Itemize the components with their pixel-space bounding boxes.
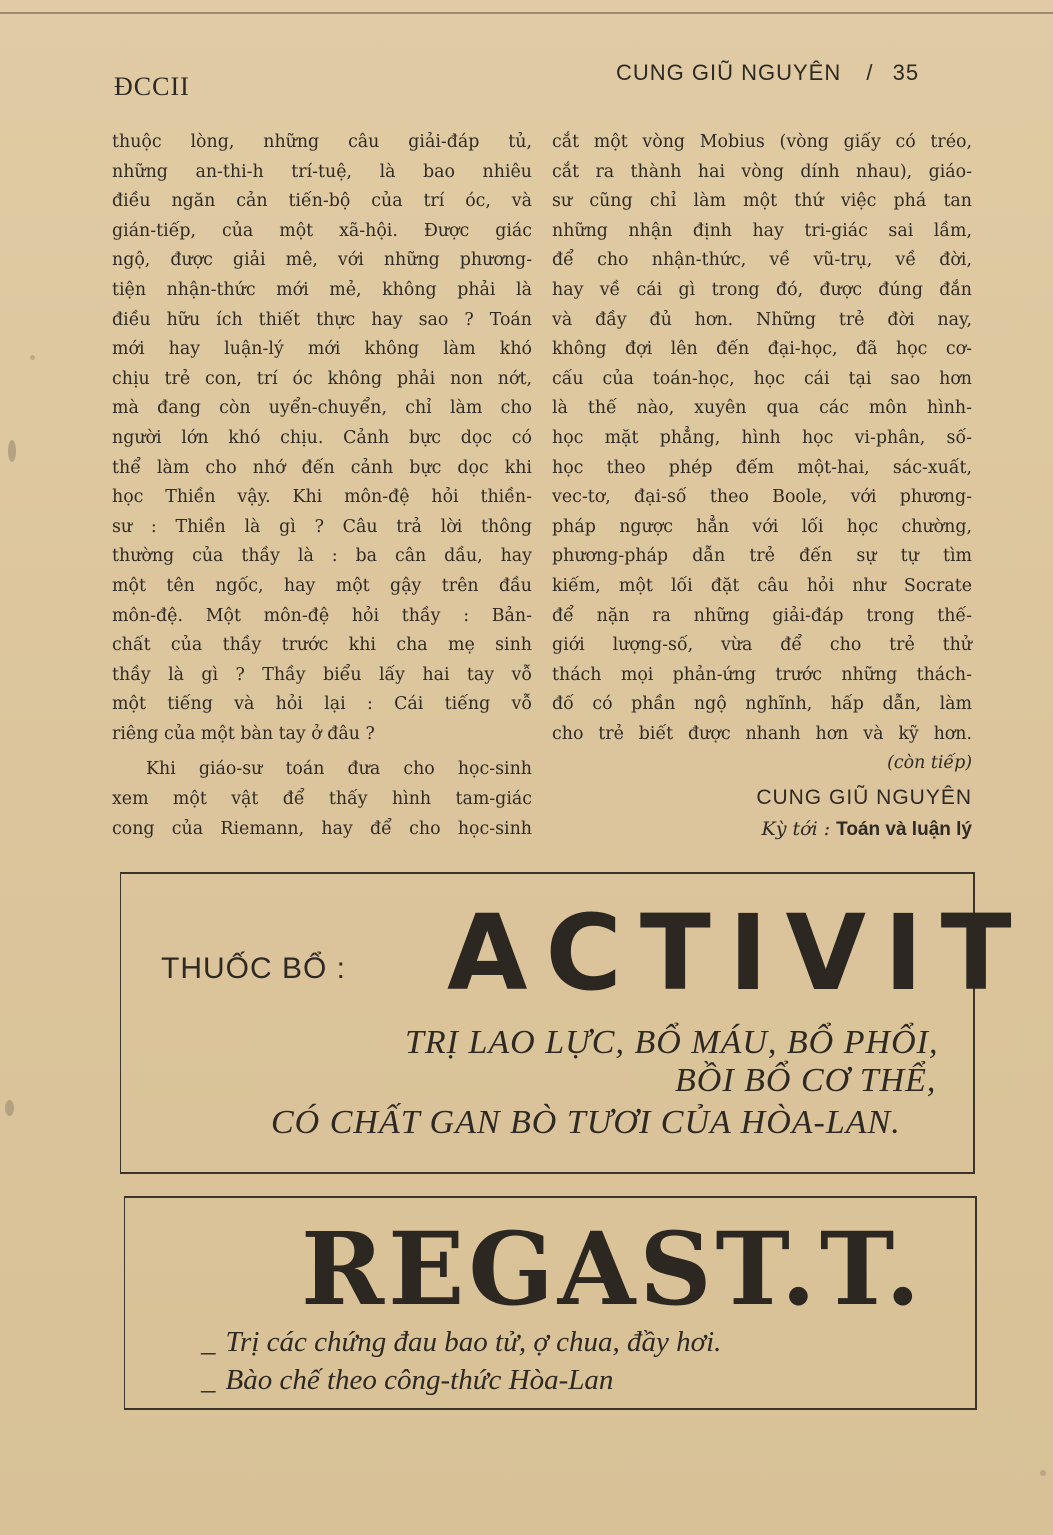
header-separator: / — [866, 60, 874, 85]
activit-line-2: BỒI BỔ CƠ THỂ, — [675, 1062, 937, 1099]
text-line: một tiếng và hỏi lại : Cái tiếng vỗ — [112, 694, 532, 715]
text-line: điều hữu ích thiết thực hay sao ? Toán — [112, 309, 532, 330]
text-line: không đợi lên đến đại-học, đã học cơ- — [552, 339, 972, 360]
text-line: thách mọi phản-ứng trước những thách- — [552, 664, 972, 685]
text-line: điều ngăn cản tiến-bộ của trí óc, và — [112, 191, 532, 212]
text-line: phương-pháp dẫn trẻ đến sự tự tìm — [552, 546, 972, 567]
text-line: cấu của toán-học, học cái tại sao hơn — [552, 368, 972, 389]
regast-bullet-1 — [201, 1326, 721, 1359]
next-issue-line — [552, 815, 972, 845]
text-line: những an-thi-h trí-tuệ, là bao nhiêu — [112, 161, 532, 182]
continued-note: (còn tiếp) — [887, 753, 972, 774]
text-line: thầy là gì ? Thầy biểu lấy hai tay vỗ — [112, 664, 532, 685]
paper-speck — [30, 355, 35, 360]
text-line: và đầy đủ hơn. Những trẻ đời nay, — [552, 309, 972, 330]
bullet-dash: _ — [201, 1364, 216, 1396]
bullet-dash: _ — [201, 1326, 216, 1358]
text-line: thuộc lòng, những câu giải-đáp tủ, — [112, 132, 532, 152]
right-paragraph — [552, 128, 972, 749]
paper-speck — [5, 1100, 14, 1116]
running-title: CUNG GIŨ NGUYÊN — [616, 60, 842, 85]
text-line: Khi giáo-sư toán đưa cho học-sinh — [146, 759, 532, 780]
text-line: chất của thầy trước khi cha mẹ sinh — [112, 635, 532, 656]
text-line: những nhận định hay tri-giác sai lầm, — [552, 220, 972, 241]
text-line: đố có phần ngộ nghĩnh, hấp dẫn, làm — [552, 694, 972, 715]
text-line: là thế nào, xuyên qua các môn hình- — [552, 398, 972, 419]
text-line: tiện nhận-thức mới mẻ, không phải là — [112, 279, 532, 300]
text-line: hay về cái gì trong đó, được đúng đắn — [552, 279, 972, 300]
text-line: để nặn ra những giải-đáp trong thế- — [552, 605, 972, 626]
text-line: học mặt phẳng, hình học vi-phân, số- — [552, 427, 972, 448]
activit-line-3: CÓ CHẤT GAN BÒ TƯƠI CỦA HÒA-LAN. — [271, 1104, 901, 1141]
activit-advertisement — [120, 872, 1030, 1174]
text-line: giới lượng-số, vừa để cho trẻ thử — [552, 635, 972, 656]
left-paragraph-1 — [112, 128, 532, 749]
text-line: một tên ngốc, hay một gậy trên đầu — [112, 575, 532, 596]
regast-bullet-2 — [201, 1364, 613, 1397]
text-line: thường của thầy là : ba cân dầu, hay — [112, 546, 532, 567]
text-line: ngộ, được giải mê, với những phương- — [112, 250, 532, 271]
regast-brand: REGAST.T. — [301, 1210, 925, 1328]
author-signature: CUNG GIŨ NGUYÊN — [756, 786, 972, 810]
text-line: người lớn khó chịu. Cảnh bực dọc có — [112, 427, 532, 448]
text-line: kiếm, một lối đặt câu hỏi như Socrate — [552, 575, 972, 596]
page-number: 35 — [892, 60, 920, 85]
paper-speck — [1040, 1470, 1046, 1476]
text-line: môn-đệ. Một môn-đệ hỏi thầy : Bản- — [112, 605, 532, 626]
regast-bullet-2-text: Bào chế theo công-thức Hòa-Lan — [225, 1364, 614, 1396]
top-rule — [0, 12, 1053, 14]
text-line: sư : Thiền là gì ? Câu trả lời thông — [112, 516, 532, 537]
text-line: pháp ngược hẳn với lối học chường, — [552, 516, 972, 537]
regast-bullet-1-text: Trị các chứng đau bao tử, ợ chua, đầy hơi. — [225, 1326, 722, 1358]
article-right-column — [552, 128, 972, 844]
text-line: xem một vật để thấy hình tam-giác — [112, 789, 532, 810]
ad-label: THUỐC BỔ : — [161, 952, 347, 985]
text-line: cong của Riemann, hay để cho học-sinh — [112, 818, 532, 839]
left-paragraph-2 — [112, 755, 532, 844]
text-line: học Thiền vậy. Khi môn-đệ hỏi thiền- — [112, 487, 532, 508]
left-page-number: ĐCCII — [114, 72, 190, 101]
text-line: vec-tơ, đại-số theo Boole, với phương- — [552, 487, 972, 508]
text-line: cho trẻ biết được nhanh hơn và kỹ hơn. — [552, 723, 972, 744]
text-line: riêng của một bàn tay ở đâu ? — [112, 723, 375, 744]
text-line: thể làm cho nhớ đến cảnh bực dọc khi — [112, 457, 532, 478]
text-line: cắt một vòng Mobius (vòng giấy có tréo, — [552, 132, 972, 152]
activit-brand: ACTIVIT — [447, 892, 1030, 1014]
next-label: Kỳ tới : — [761, 817, 831, 840]
text-line: cắt ra thành hai vòng dính nhau), giáo- — [552, 161, 972, 182]
next-title: Toán và luận lý — [836, 818, 972, 840]
activit-line-1: TRỊ LAO LỰC, BỔ MÁU, BỔ PHỔI, — [405, 1024, 939, 1061]
text-line: sư cũng chỉ làm một thứ việc phá tan — [552, 191, 972, 212]
running-header — [616, 60, 919, 86]
text-line: để cho nhận-thức, về vũ-trụ, về đời, — [552, 250, 972, 271]
paper-speck — [8, 440, 16, 462]
text-line: chịu trẻ con, trí óc không phải non nớt, — [112, 368, 532, 389]
text-line: mới hay luận-lý mới không làm khó — [112, 339, 532, 360]
text-line: gián-tiếp, của một xã-hội. Được giác — [112, 220, 532, 241]
text-line: học theo phép đếm một-hai, sác-xuất, — [552, 457, 972, 478]
regast-advertisement — [124, 1196, 977, 1410]
text-line: mà đang còn uyển-chuyển, chỉ làm cho — [112, 398, 532, 419]
article-left-column — [112, 128, 532, 844]
